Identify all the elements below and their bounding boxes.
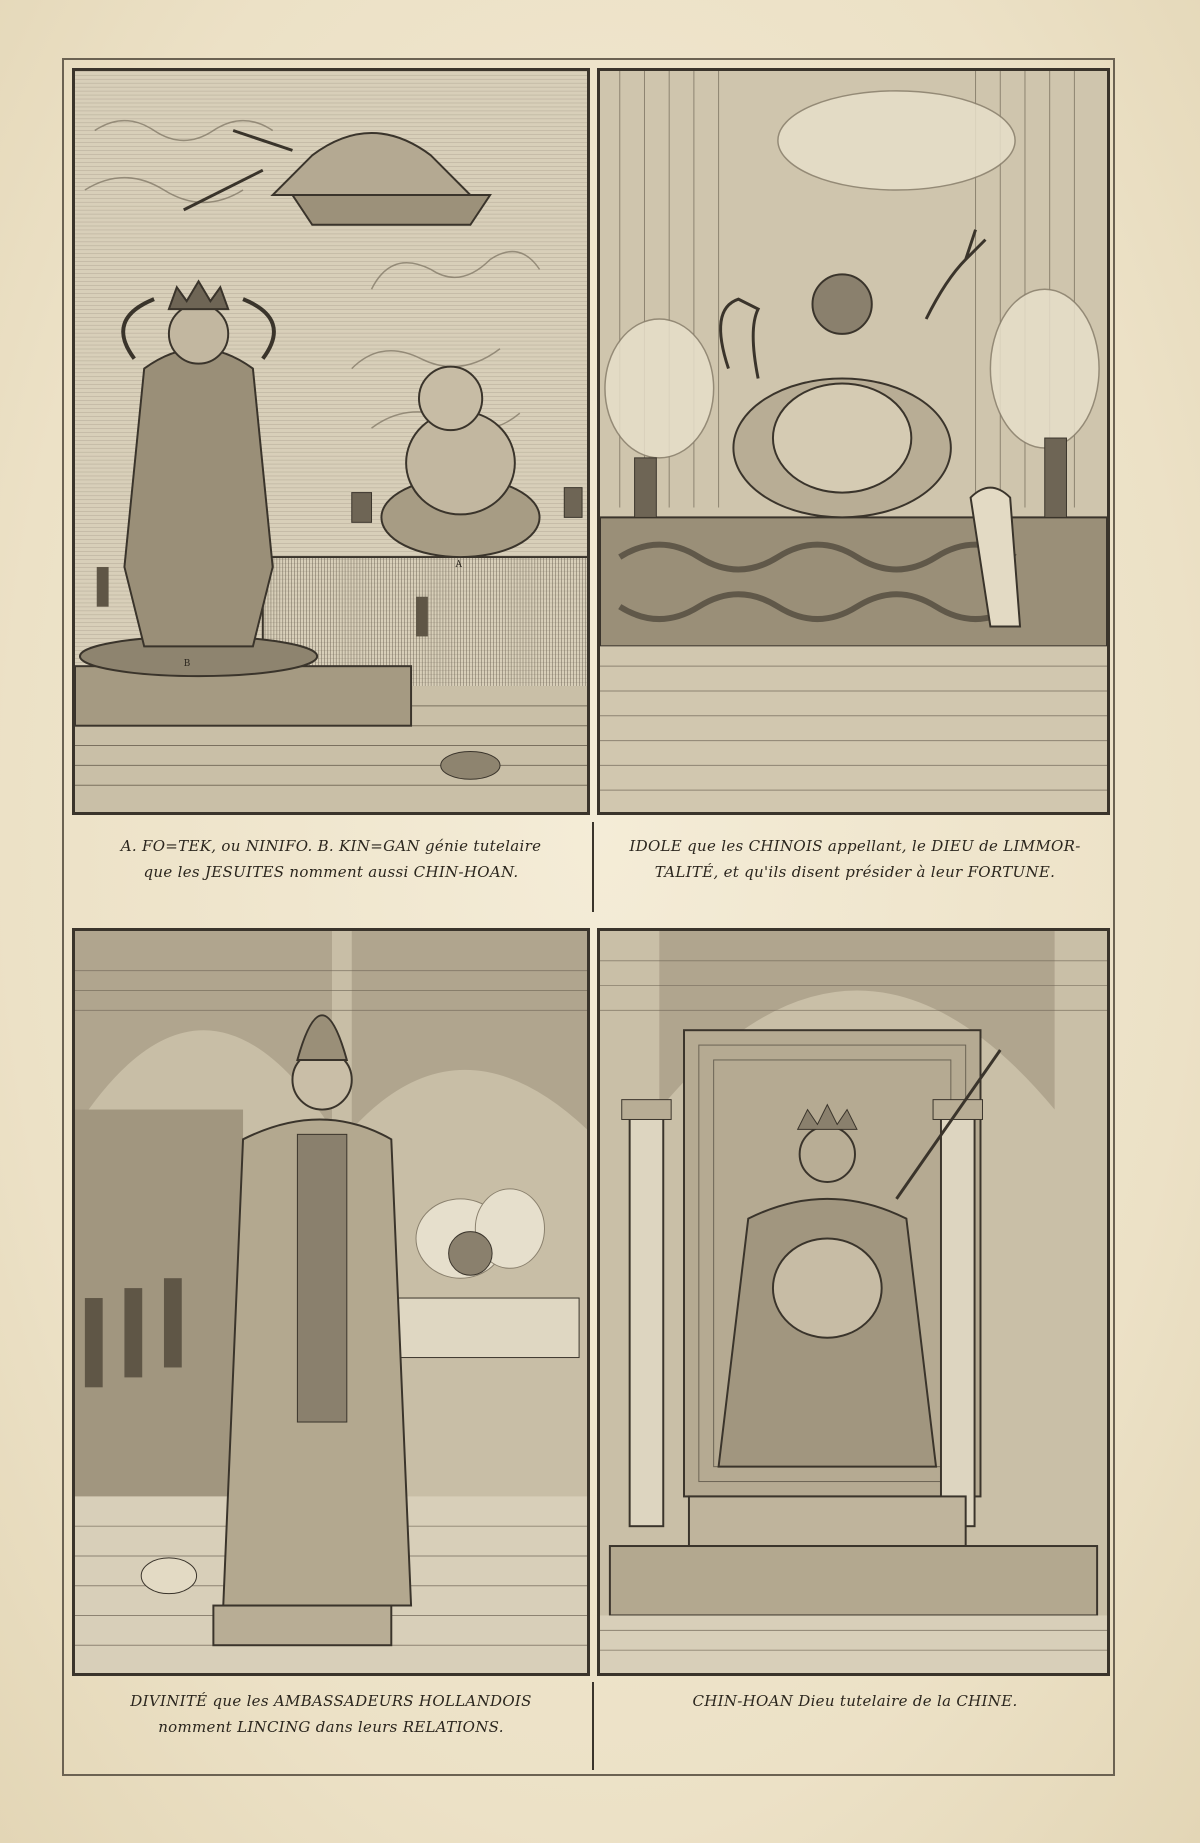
engraving-illustration-bottom-right xyxy=(600,931,1107,1673)
engraving-lincing-divinity xyxy=(72,928,590,1676)
plate-letter-b: B xyxy=(183,659,191,670)
caption-line: TALITÉ, et qu'ils disent présider à leur FORTUNE. xyxy=(654,863,1056,881)
caption-chin-hoan xyxy=(600,1688,1110,1714)
caption-lincing xyxy=(76,1688,586,1740)
caption-line: A. FO=TEK, ou NINIFO. B. KIN=GAN génie tutelaire xyxy=(120,837,542,855)
plate-letter-a: A xyxy=(455,559,462,570)
engraving-idol-of-immortality xyxy=(597,68,1110,815)
caption-divider-top xyxy=(592,822,594,912)
caption-fo-tek xyxy=(76,833,586,885)
engraving-chin-hoan xyxy=(597,928,1110,1676)
caption-line: que les JESUITES nomment aussi CHIN-HOAN. xyxy=(143,863,519,881)
caption-line: DIVINITÉ que les AMBASSADEURS HOLLANDOIS xyxy=(130,1692,532,1710)
engraving-fo-tek-and-kin-gan xyxy=(72,68,590,815)
engraving-illustration-top-left xyxy=(75,71,587,812)
engraving-illustration-bottom-left xyxy=(75,931,587,1673)
caption-idol-immortality xyxy=(600,833,1110,885)
caption-line: nomment LINCING dans leurs RELATIONS. xyxy=(158,1718,504,1736)
engraving-illustration-top-right xyxy=(600,71,1107,812)
caption-divider-bottom xyxy=(592,1682,594,1770)
caption-line: CHIN-HOAN Dieu tutelaire de la CHINE. xyxy=(692,1692,1018,1710)
caption-line: IDOLE que les CHINOIS appellant, le DIEU de LIMMOR- xyxy=(629,837,1081,855)
